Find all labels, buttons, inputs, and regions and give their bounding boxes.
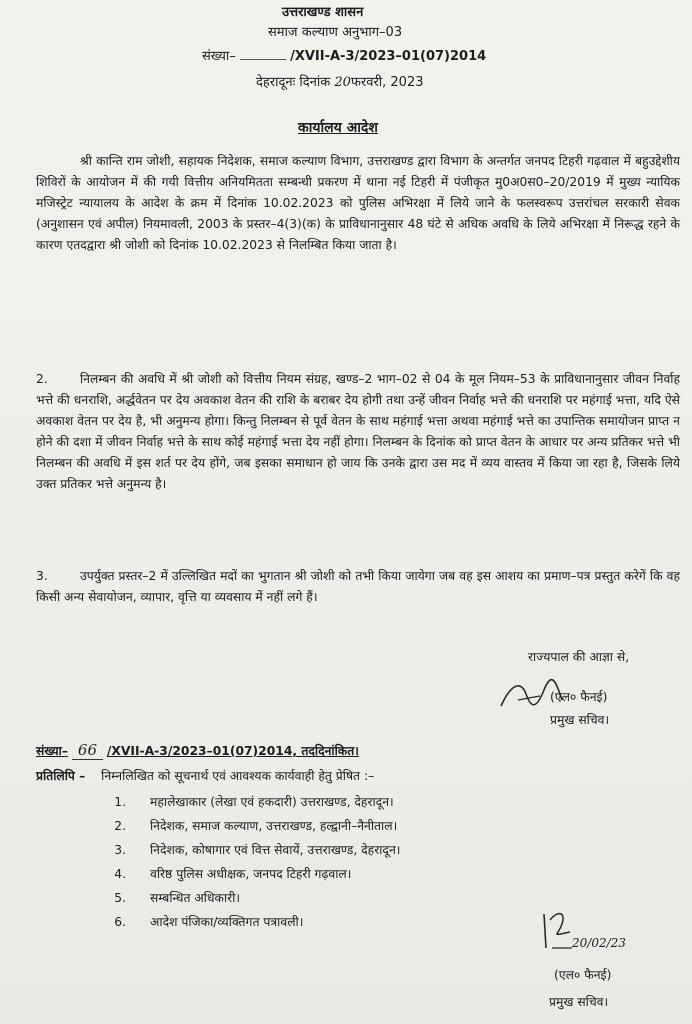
number-value: /XVII-A-3/2023–01(07)2014 [290, 49, 487, 64]
paragraph-1 [36, 151, 680, 256]
recipient-number: 4. [114, 867, 126, 881]
endorsement-value: /XVII-A-3/2023–01(07)2014, तददिनांकित। [106, 744, 359, 758]
endorsement-number [36, 741, 359, 759]
order-title: कार्यालय आदेश [298, 120, 378, 136]
section-heading: समाज कल्याण अनुभाग–03 [268, 25, 403, 40]
recipient-item: आदेश पंजिका/व्यक्तिगत पत्रावली। [150, 915, 304, 929]
place-date-prefix: देहरादूनः दिनांक [256, 75, 331, 90]
recipient-number: 3. [114, 843, 126, 857]
copy-line [36, 767, 374, 784]
recipient-number: 1. [114, 795, 126, 809]
recipient-number: 2. [114, 819, 126, 833]
recipient-item: महालेखाकार (लेखा एवं हकदारी) उत्तराखण्ड, देहरादून। [150, 795, 394, 809]
endorsement-label: संख्या– [36, 744, 68, 758]
signature-2 [536, 908, 576, 954]
recipient-number: 6. [114, 915, 126, 929]
signatory-1-designation: प्रमुख सचिव। [550, 713, 610, 727]
date-rest: फरवरी, 2023 [350, 75, 424, 90]
authority-line: राज्यपाल की आज्ञा से, [528, 650, 630, 664]
place-date [256, 72, 424, 90]
handwritten-endorsement-number: 66 [72, 741, 103, 760]
handwritten-date: 20/02/23 [572, 936, 626, 950]
government-heading: उत्तराखण्ड शासन [282, 5, 364, 20]
paragraph-text: उपर्युक्त प्रस्तर–2 में उल्लिखित मदों का भुगतान श्री जोशी को तभी किया जायेगा जब वह इस आशय का प्रमाण–पत्र प्रस्तुत करेगें कि वह किसी अन्य सेवायोजन, व्यापार, वृत्ति या व्यवसाय में नहीं लगे हैं। [36, 569, 680, 604]
number-blank [240, 59, 286, 60]
signatory-2-designation: प्रमुख सचिव। [549, 995, 609, 1009]
signatory-1-name: (एल० फैनई) [550, 690, 608, 704]
order-number [202, 46, 486, 64]
recipient-item: निदेशक, कोषागार एवं वित्त सेवायें, उत्तराखण्ड, देहरादून। [150, 843, 401, 857]
copy-label: प्रतिलिपि – [36, 769, 86, 783]
recipient-item: सम्बन्धित अधिकारी। [150, 891, 241, 905]
paragraph-text: निलम्बन की अवधि में श्री जोशी को वित्तीय नियम संग्रह, खण्ड–2 भाग–02 से 04 के मूल नियम–53 के प्राविधानानुसार जीवन निर्वाह भत्ते की धनराशि, अर्द्धवेतन पर देय अवकाश वेतन की राशि के बराबर देय होगी तथा उन्हें जीवन निर्वाह भत्ते की धनराशि पर महंगाई भत्ता, यदि ऐसे अवकाश वेतन पर देय है, भी अनुमन्य होगा। किन्तु निलम्बन से पूर्व वेतन के साथ महंगाई भत्ता अथवा महंगाई भत्ते का उपान्तिक समायोजन प्राप्त न होने की दशा में जीवन निर्वाह भत्ते के साथ कोई महंगाई भत्ता देय नहीं होगा। निलम्बन के दिनांक को प्राप्त वेतन के आधार पर अन्य प्रतिकर भत्ते भी निलम्बन की अवधि में इस शर्त पर देय होंगे, जब इसका समाधान हो जाय कि उनके द्वारा उस मद में व्यय वास्तव में किया जा रहा है, जिसके लिये उक्त प्रतिकर भत्ते अनुमन्य है। [36, 372, 680, 491]
paragraph-2 [36, 369, 680, 495]
signatory-2-name: (एल० फैनई) [554, 968, 612, 982]
recipient-item: वरिष्ठ पुलिस अधीक्षक, जनपद टिहरी गढ़वाल। [150, 867, 352, 881]
paragraph-text: श्री कान्ति राम जोशी, सहायक निदेशक, समाज कल्याण विभाग, उत्तराखण्ड द्वारा विभाग के अन्तर्गत जनपद टिहरी गढ़वाल में बहुउद्देशीय शिविरों के आयोजन में की गयी वित्तीय अनियमितता सम्बन्धी प्रकरण में थाना नई टिहरी में पंजीकृत मु0अ0स0–20/2019 में मुख्य न्यायिक मजिस्ट्रेट न्यायालय के आदेश के क्रम में दिनांक 10.02.2023 को पुलिस अभिरक्षा में लिये जाने के फलस्वरूप उत्तरांचल सरकारी सेवक (अनुशासन एवं अपील) नियमावली, 2003 के प्रस्तर–4(3)(क) के प्राविधानानुसार 48 घंटे से अधिक अवधि के लिये अभिरक्षा में निरूद्ध रहने के कारण एतदद्वारा श्री जोशी को दिनांक 10.02.2023 से निलम्बित किया जाता है। [36, 154, 680, 252]
paragraph-number: 3. [36, 569, 48, 583]
handwritten-day: 20 [334, 75, 351, 90]
copy-text: निम्नलिखित को सूचनार्थ एवं आवश्यक कार्यवाही हेतु प्रेषित :– [101, 769, 375, 783]
number-label: संख्या– [202, 49, 236, 64]
paragraph-number: 2. [36, 372, 48, 386]
recipient-item: निदेशक, समाज कल्याण, उत्तराखण्ड, हल्द्वानी–नैनीताल। [150, 819, 398, 833]
recipient-number: 5. [114, 891, 126, 905]
paragraph-3 [36, 566, 680, 608]
